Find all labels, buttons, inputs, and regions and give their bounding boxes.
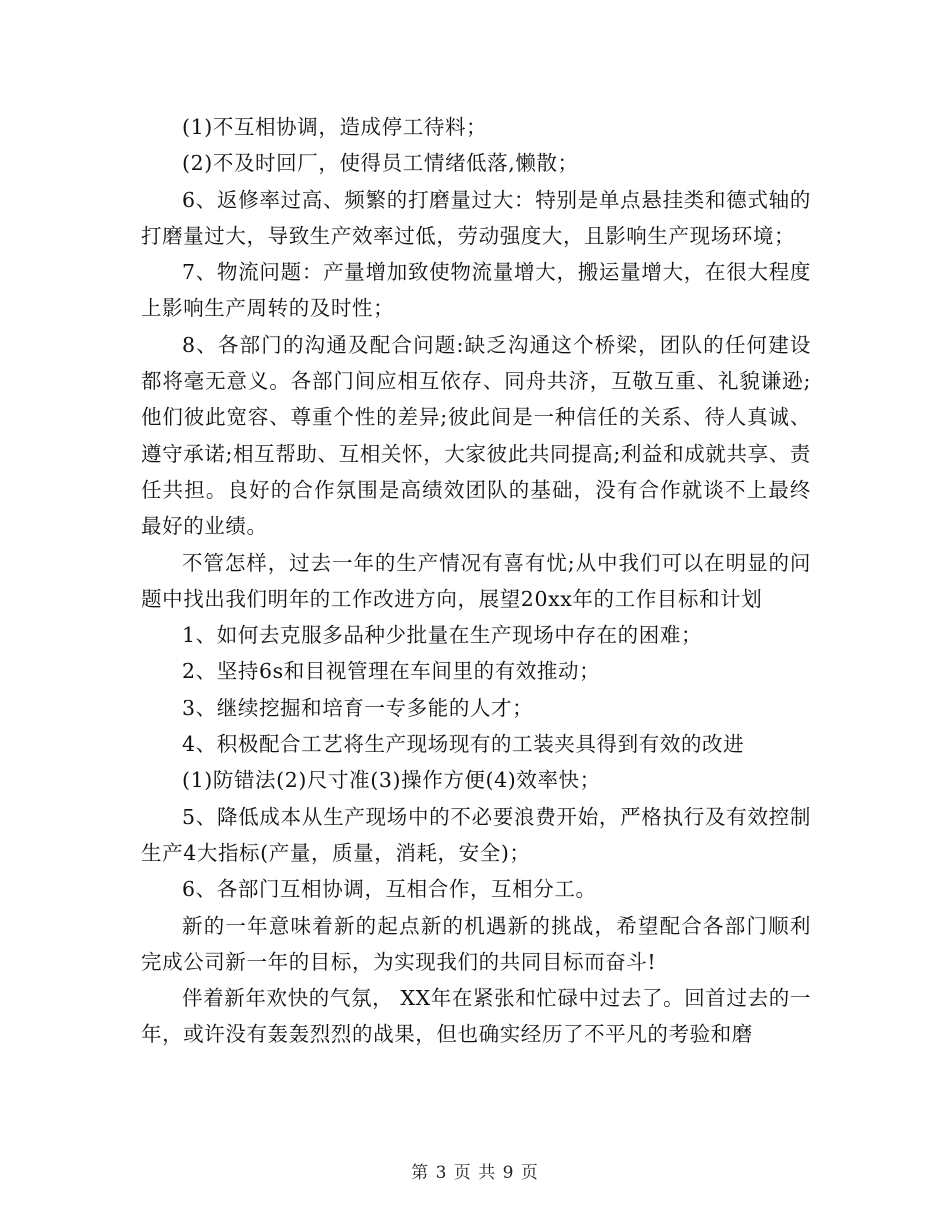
paragraph-10: 4、积极配合工艺将生产现场现有的工装夹具得到有效的改进: [182, 732, 745, 757]
paragraph-8: 2、坚持6s和目视管理在车间里的有效推动；: [182, 659, 601, 684]
paragraph-1: (1)不互相协调，造成停工待料；: [182, 115, 488, 139]
paragraph-2: (2)不及时回厂，使得员工情绪低落,懒散；: [182, 151, 579, 176]
paragraph-13: 6、各部门互相协调，互相合作，互相分工。: [182, 877, 597, 902]
paragraph-9: 3、继续挖掘和培育一专多能的人才；: [182, 695, 534, 720]
paragraph-7: 1、如何去克服多品种少批量在生产现场中存在的困难；: [182, 623, 703, 648]
paragraph-5: 8、各部门的沟通及配合问题:缺乏沟通这个桥梁，团队的任何建设都将毫无意义。各部门间应相互依存、同舟共济，互敬互重、礼貌谦逊;他们彼此宽容、尊重个性的差异;彼此间是一种信任的关系、待人真诚、遵守承诺;相互帮助、互相关怀，大家彼此共同提高;利益和成就共享、责任共担。良好的合作氛围是高绩效团队的基础，没有合作就谈不上最终最好的业绩。: [141, 332, 811, 539]
paragraph-11: (1)防错法(2)尺寸准(3)操作方便(4)效率快；: [182, 768, 601, 793]
page-number-footer: 第 3 页 共 9 页: [411, 1163, 539, 1183]
paragraph-6: 不管怎样，过去一年的生产情况有喜有忧;从中我们可以在明显的问题中找出我们明年的工作改进方向，展望20xx年的工作目标和计划: [141, 550, 811, 611]
paragraph-15: 伴着新年欢快的气氛， XX年在紧张和忙碌中过去了。回首过去的一年，或许没有轰轰烈烈的战果，但也确实经历了不平凡的考验和磨: [141, 986, 811, 1047]
paragraph-3: 6、返修率过高、频繁的打磨量过大：特别是单点悬挂类和德式轴的打磨量过大，导致生产效率过低，劳动强度大，且影响生产现场环境；: [141, 187, 811, 248]
paragraph-14: 新的一年意味着新的起点新的机遇新的挑战，希望配合各部门顺利完成公司新一年的目标，为实现我们的共同目标而奋斗!: [141, 913, 811, 974]
paragraph-12: 5、降低成本从生产现场中的不必要浪费开始，严格执行及有效控制生产4大指标(产量，质量，消耗，安全)；: [141, 804, 811, 865]
paragraph-4: 7、物流问题：产量增加致使物流量增大，搬运量增大，在很大程度上影响生产周转的及时性；: [141, 260, 811, 321]
document-body: [141, 109, 811, 1053]
